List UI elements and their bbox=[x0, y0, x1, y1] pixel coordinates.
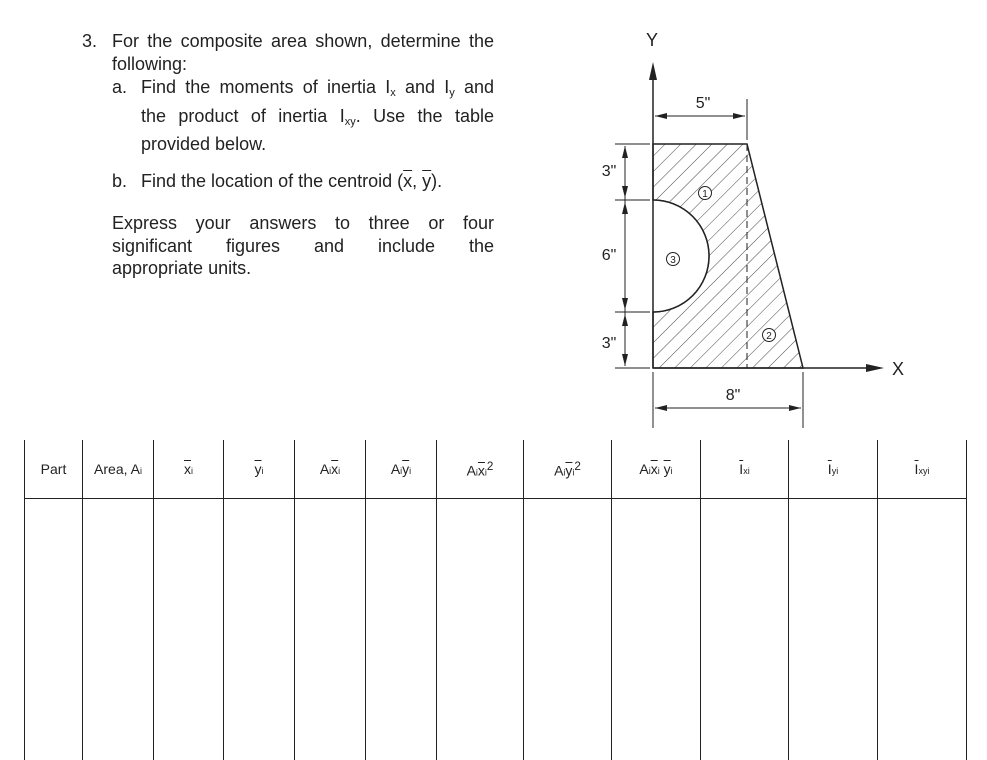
col-header-ay2: $Ai\overline{y}i^2$ bbox=[524, 440, 612, 499]
x-axis-label: X bbox=[892, 359, 904, 379]
col-header-ybar: $\overline{y}i$ bbox=[224, 440, 295, 499]
col-header-part: Part bbox=[25, 440, 83, 499]
calculation-table bbox=[24, 440, 967, 760]
svg-text:1: 1 bbox=[702, 189, 708, 200]
col-header-ax: $Ai\overline{x}i$ bbox=[295, 440, 366, 499]
part-1-marker bbox=[699, 187, 712, 201]
part-2-marker bbox=[763, 329, 776, 343]
part-a-text: Find the moments of inertia Ix and Iy and the product of inertia Ixy. Use the table provided below. bbox=[141, 76, 494, 156]
svg-text:3: 3 bbox=[670, 255, 676, 266]
dim-left-mid-label: 6" bbox=[602, 247, 617, 264]
y-axis-label: Y bbox=[646, 30, 658, 50]
problem-number: 3. bbox=[82, 30, 112, 75]
col-header-ax2: $Ai\overline{x}i^2$ bbox=[437, 440, 524, 499]
dim-left-top-label: 3" bbox=[602, 163, 617, 180]
col-header-ay: $Ai\overline{y}i$ bbox=[366, 440, 437, 499]
col-header-ixyi: $\overline{I}xyi$ bbox=[878, 440, 967, 499]
x-axis-arrow bbox=[866, 364, 884, 372]
col-header-xbar: $\overline{x}i$ bbox=[154, 440, 224, 499]
dim-bottom-label: 8" bbox=[726, 387, 741, 404]
dim-left-bot-label: 3" bbox=[602, 335, 617, 352]
part-a-label: a. bbox=[112, 76, 141, 156]
part-b-text: Find the location of the centroid ($\overline{x}$, $\overline{y}$). bbox=[141, 170, 494, 193]
problem-intro: For the composite area shown, determine the following: bbox=[112, 30, 494, 75]
y-axis-arrow bbox=[649, 62, 657, 80]
table-row bbox=[25, 499, 967, 760]
instructions-note: Express your answers to three or four significant figures and include the appropriate units. bbox=[112, 212, 494, 280]
col-header-axy: $Ai\overline{x}i$ $\overline{y}i$ bbox=[612, 440, 701, 499]
dim-top-label: 5" bbox=[696, 95, 711, 112]
svg-text:2: 2 bbox=[766, 331, 772, 342]
col-header-ixi: $\overline{I}xi$ bbox=[701, 440, 789, 499]
part-b-label: b. bbox=[112, 170, 141, 193]
part-3-marker bbox=[667, 253, 680, 267]
col-header-area: Area, Ai bbox=[83, 440, 154, 499]
col-header-iyi: $\overline{I}yi$ bbox=[789, 440, 878, 499]
